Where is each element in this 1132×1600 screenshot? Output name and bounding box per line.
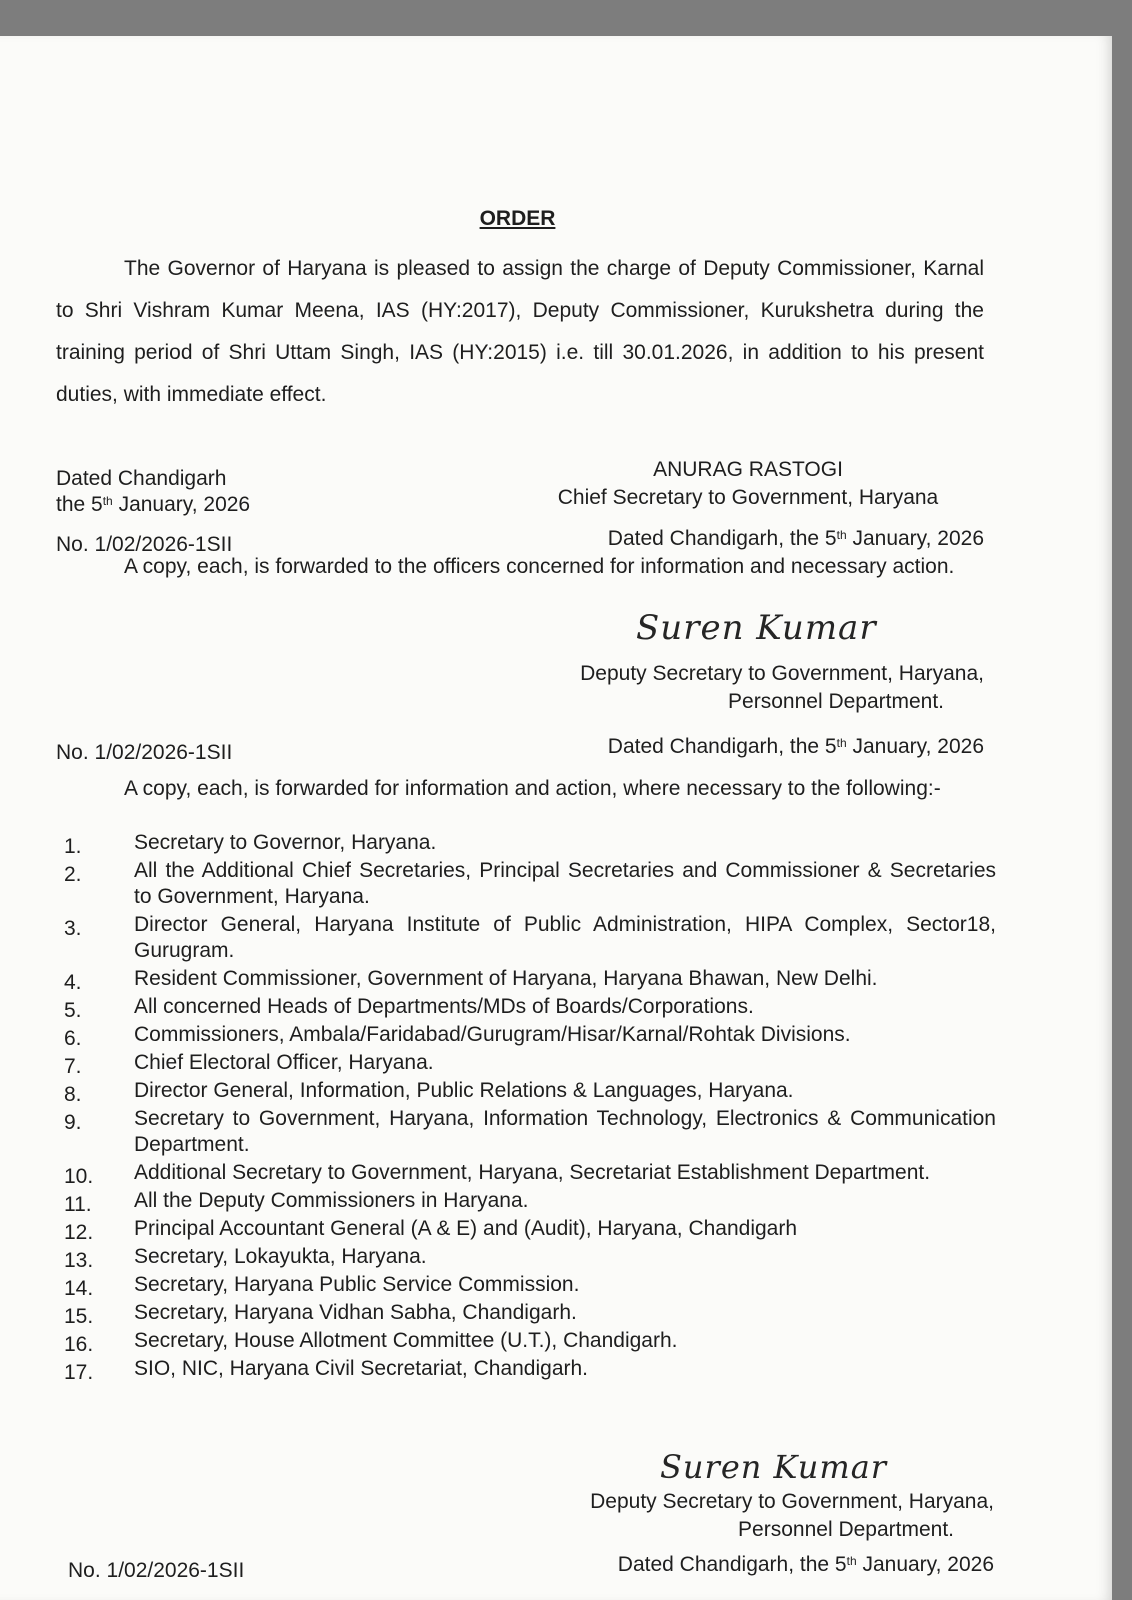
- deputy-title-1: Deputy Secretary to Government, Haryana,: [580, 662, 984, 685]
- signature-2: Suren Kumar: [660, 1448, 888, 1486]
- dated-date: the 5th January, 2026: [56, 493, 251, 516]
- copy1-text: A copy, each, is forwarded to the officers concerned for information and necessary action.: [124, 555, 955, 578]
- copy-paragraph-1: [56, 552, 988, 582]
- recipient-list: [56, 830, 996, 1384]
- ref-date-1: Dated Chandigarh, the 5th January, 2026: [607, 527, 984, 550]
- recipient-item: [56, 1244, 996, 1270]
- recipient-item: [56, 1106, 996, 1158]
- recipient-text: Chief Electoral Officer, Haryana.: [134, 1051, 434, 1074]
- recipient-item: [56, 1022, 996, 1048]
- recipient-number: 1.: [64, 835, 82, 858]
- deputy-secretary-block-2: [590, 1488, 994, 1544]
- recipient-text: Secretary to Government, Haryana, Information Technology, Electronics & Communication Department.: [134, 1107, 996, 1156]
- recipient-item: [56, 830, 996, 856]
- recipient-text: Principal Accountant General (A & E) and (Audit), Haryana, Chandigarh: [134, 1217, 798, 1240]
- ref-number-1: No. 1/02/2026-1SII: [56, 533, 233, 556]
- dated-place: Dated Chandigarh: [56, 467, 227, 490]
- recipient-number: 7.: [64, 1055, 82, 1078]
- recipient-number: 14.: [64, 1277, 94, 1300]
- recipient-text: Secretary to Governor, Haryana.: [134, 831, 437, 854]
- recipient-item: [56, 966, 996, 992]
- recipient-number: 5.: [64, 999, 82, 1022]
- recipient-number: 15.: [64, 1305, 94, 1328]
- ref-number-2: No. 1/02/2026-1SII: [56, 741, 233, 764]
- recipient-text: Director General, Haryana Institute of Public Administration, HIPA Complex, Sector18, Gurugram.: [134, 913, 996, 962]
- order-paragraph: [56, 248, 984, 416]
- recipient-item: [56, 1216, 996, 1242]
- ref-number-3: No. 1/02/2026-1SII: [68, 1559, 245, 1582]
- ref-date-2: Dated Chandigarh, the 5th January, 2026: [607, 735, 984, 758]
- deputy-title-2: Deputy Secretary to Government, Haryana,: [590, 1490, 994, 1513]
- deputy-dept-2: Personnel Department.: [738, 1518, 954, 1541]
- signature-1: Suren Kumar: [636, 608, 877, 648]
- recipient-item: [56, 1272, 996, 1298]
- recipient-number: 13.: [64, 1249, 94, 1272]
- recipient-item: [56, 1300, 996, 1326]
- copy-paragraph-2: [56, 774, 988, 804]
- recipient-item: [56, 1328, 996, 1354]
- recipient-number: 6.: [64, 1027, 82, 1050]
- order-title: ORDER: [479, 207, 556, 230]
- recipient-item: [56, 1188, 996, 1214]
- recipient-text: Secretary, Lokayukta, Haryana.: [134, 1245, 427, 1268]
- signatory-title: Chief Secretary to Government, Haryana: [557, 486, 939, 509]
- recipient-number: 9.: [64, 1111, 82, 1134]
- recipient-item: [56, 858, 996, 910]
- recipient-number: 17.: [64, 1361, 94, 1384]
- deputy-secretary-block-1: [580, 660, 984, 716]
- recipient-item: [56, 912, 996, 964]
- recipient-number: 8.: [64, 1083, 82, 1106]
- recipient-text: Director General, Information, Public Relations & Languages, Haryana.: [134, 1079, 794, 1102]
- ref-date-3: Dated Chandigarh, the 5th January, 2026: [617, 1553, 994, 1576]
- recipient-text: Additional Secretary to Government, Haryana, Secretariat Establishment Department.: [134, 1161, 931, 1184]
- recipient-item: [56, 1160, 996, 1186]
- document-page: [0, 36, 1112, 1600]
- recipient-text: Secretary, House Allotment Committee (U.T.), Chandigarh.: [134, 1329, 678, 1352]
- recipient-text: SIO, NIC, Haryana Civil Secretariat, Chandigarh.: [134, 1357, 589, 1380]
- recipient-text: Resident Commissioner, Government of Haryana, Haryana Bhawan, New Delhi.: [134, 967, 878, 990]
- recipient-item: [56, 1078, 996, 1104]
- recipient-text: Commissioners, Ambala/Faridabad/Gurugram/Hisar/Karnal/Rohtak Divisions.: [134, 1023, 851, 1046]
- recipient-text: All concerned Heads of Departments/MDs of Boards/Corporations.: [134, 995, 754, 1018]
- recipient-text: All the Additional Chief Secretaries, Principal Secretaries and Commissioner & Secretaries to Government, Haryana.: [134, 859, 996, 908]
- recipient-text: Secretary, Haryana Public Service Commission.: [134, 1273, 580, 1296]
- recipient-item: [56, 1356, 996, 1382]
- signatory-name: ANURAG RASTOGI: [653, 458, 843, 481]
- recipient-item: [56, 994, 996, 1020]
- recipient-number: 12.: [64, 1221, 94, 1244]
- order-text: The Governor of Haryana is pleased to assign the charge of Deputy Commissioner, Karnal to Shri Vishram Kumar Meena, IAS (HY:2017), Deputy Commissioner, Kurukshetra during the training period of Shri Uttam Singh, IAS (HY:2015) i.e. till 30.01.2026, in addition to his present duties, with immediate effect.: [56, 257, 984, 406]
- chief-secretary-block: [528, 456, 968, 512]
- recipient-number: 3.: [64, 917, 82, 940]
- copy2-text: A copy, each, is forwarded for information and action, where necessary to the following:-: [124, 777, 941, 800]
- recipient-text: Secretary, Haryana Vidhan Sabha, Chandigarh.: [134, 1301, 577, 1324]
- deputy-dept-1: Personnel Department.: [728, 690, 944, 713]
- recipient-number: 11.: [64, 1193, 92, 1216]
- recipient-item: [56, 1050, 996, 1076]
- recipient-number: 16.: [64, 1333, 94, 1356]
- recipient-text: All the Deputy Commissioners in Haryana.: [134, 1189, 529, 1212]
- recipient-number: 4.: [64, 971, 82, 994]
- recipient-number: 10.: [64, 1165, 94, 1188]
- recipient-number: 2.: [64, 863, 82, 886]
